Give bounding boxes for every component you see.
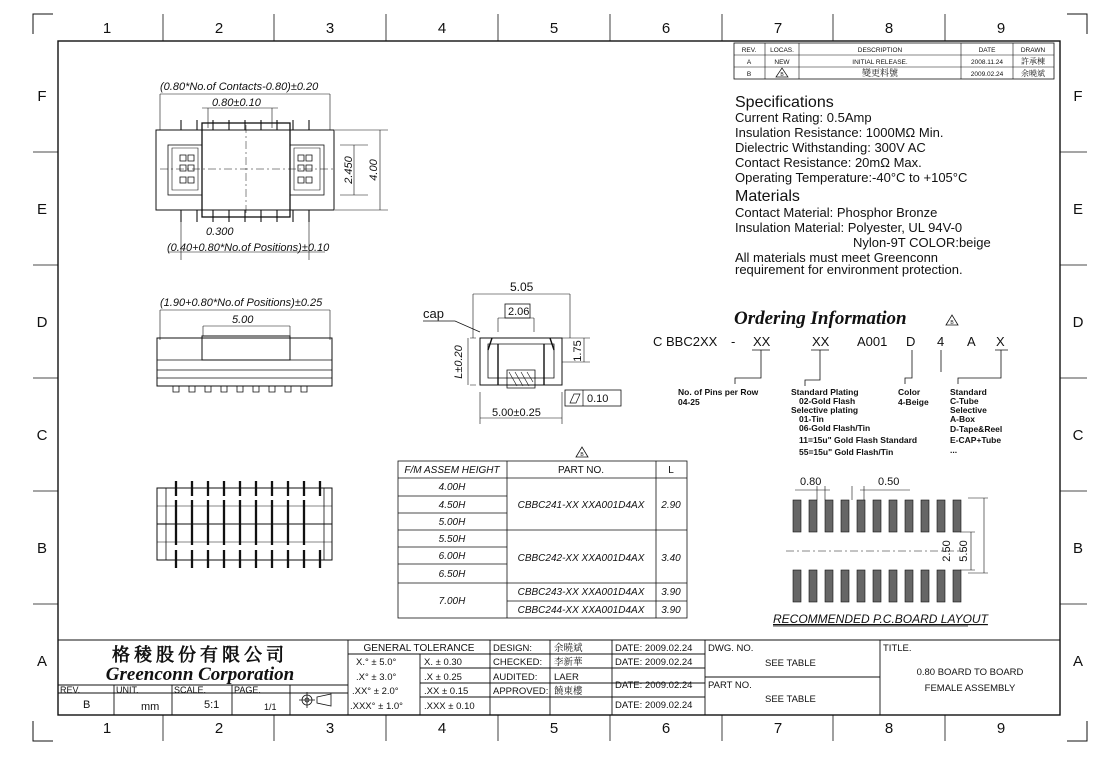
svg-text:DATE: 2009.02.24: DATE: 2009.02.24 <box>615 700 693 711</box>
svg-text:L: L <box>668 465 674 476</box>
svg-text:Contact Resistance: 20mΩ Max: Contact Resistance: 20mΩ Max. <box>735 155 922 170</box>
svg-text:02-Gold Flash: 02-Gold Flash <box>799 396 856 406</box>
svg-text:Insulation Resistance: 1000MΩ: Insulation Resistance: 1000MΩ Min. <box>735 125 944 140</box>
svg-text:LOCAS.: LOCAS. <box>770 47 794 54</box>
svg-text:2.06: 2.06 <box>508 306 530 318</box>
specifications <box>735 94 991 277</box>
svg-text:(0.80*No.of Contacts-0.80)±0.2: (0.80*No.of Contacts-0.80)±0.20 <box>160 81 319 93</box>
ordering-information <box>653 308 1008 457</box>
svg-text:A: A <box>967 334 976 349</box>
svg-text:A001: A001 <box>857 334 888 349</box>
svg-text:C: C <box>1072 427 1084 444</box>
svg-text:A: A <box>1072 653 1084 670</box>
svg-text:6.50H: 6.50H <box>438 569 466 580</box>
svg-text:XX: XX <box>753 334 771 349</box>
svg-text:D: D <box>36 314 48 331</box>
svg-text:李新華: 李新華 <box>554 657 583 668</box>
svg-text:0.80 BOARD TO BOARD: 0.80 BOARD TO BOARD <box>916 667 1024 678</box>
svg-text:2008.11.24: 2008.11.24 <box>970 59 1004 66</box>
svg-text:5.05: 5.05 <box>510 280 534 294</box>
svg-text:.XXX ± 0.10: .XXX ± 0.10 <box>424 701 475 712</box>
svg-text:2.450: 2.450 <box>343 156 355 184</box>
svg-text:許承棟: 許承棟 <box>1021 57 1045 66</box>
svg-text:2: 2 <box>214 720 224 737</box>
svg-text:1: 1 <box>102 20 112 37</box>
svg-text:Operating Temperature:-40°C t: Operating Temperature:-40°C to +105°C <box>735 170 968 185</box>
svg-text:D: D <box>1072 314 1084 331</box>
svg-text:4: 4 <box>437 20 447 37</box>
svg-text:Selective plating: Selective plating <box>791 405 859 415</box>
svg-text:01-Tin: 01-Tin <box>799 414 824 424</box>
svg-text:REV.: REV. <box>741 47 757 54</box>
svg-text:5.50: 5.50 <box>958 540 970 562</box>
svg-text:RECOMMENDED P.C.BOARD LAYOUT: RECOMMENDED P.C.BOARD LAYOUT <box>773 612 988 626</box>
svg-text:(0.40+0.80*No.of Positions)±0.: (0.40+0.80*No.of Positions)±0.10 <box>167 242 330 254</box>
svg-text:requirement for environment pr: requirement for environment protection. <box>735 262 963 277</box>
svg-text:7.00H: 7.00H <box>438 596 466 607</box>
svg-text:PAGE.: PAGE. <box>234 685 261 695</box>
pcb-pads-top <box>793 500 961 532</box>
svg-text:0.80: 0.80 <box>800 476 822 488</box>
svg-text:FEMALE ASSEMBLY: FEMALE ASSEMBLY <box>924 683 1016 694</box>
svg-text:E: E <box>36 201 48 218</box>
svg-text:1: 1 <box>102 720 112 737</box>
svg-text:DATE: DATE <box>978 47 996 54</box>
svg-text:E-CAP+Tube: E-CAP+Tube <box>950 435 1002 445</box>
svg-text:Selective: Selective <box>950 405 987 415</box>
svg-text:Current Rating: 0.5Amp: Current Rating: 0.5Amp <box>735 110 872 125</box>
svg-text:6: 6 <box>661 720 671 737</box>
svg-text:2.50: 2.50 <box>941 540 953 562</box>
svg-text:9: 9 <box>996 720 1006 737</box>
svg-text:L±0.20: L±0.20 <box>453 345 465 379</box>
svg-text:B: B <box>36 540 48 557</box>
svg-text:A: A <box>36 653 48 670</box>
top-view <box>156 81 388 260</box>
svg-text:06-Gold Flash/Tin: 06-Gold Flash/Tin <box>799 423 871 433</box>
svg-text:mm: mm <box>141 701 160 713</box>
svg-text:C: C <box>36 427 48 444</box>
svg-text:7: 7 <box>773 720 783 737</box>
svg-text:0.80±0.10: 0.80±0.10 <box>212 97 261 109</box>
svg-text:C BBC2XX: C BBC2XX <box>653 334 718 349</box>
svg-text:饒東樓: 饒東樓 <box>554 686 583 697</box>
svg-text:SCALE.: SCALE. <box>174 685 207 695</box>
svg-text:B: B <box>746 71 752 78</box>
svg-text:B: B <box>1072 540 1084 557</box>
svg-text:Ordering Information: Ordering Information <box>734 308 907 329</box>
svg-text:55=15u" Gold Flash/Tin: 55=15u" Gold Flash/Tin <box>799 447 894 457</box>
svg-text:CBBC243-XX XXA001D4AX: CBBC243-XX XXA001D4AX <box>517 587 645 598</box>
svg-text:6.00H: 6.00H <box>438 551 466 562</box>
svg-text:5.50H: 5.50H <box>438 534 466 545</box>
svg-text:3: 3 <box>325 720 335 737</box>
svg-text:變更料號: 變更料號 <box>861 68 899 78</box>
svg-text:7: 7 <box>773 20 783 37</box>
svg-text:...: ... <box>950 445 958 455</box>
svg-text:.X ± 0.25: .X ± 0.25 <box>424 672 462 683</box>
svg-text:X.° ± 5.0°: X.° ± 5.0° <box>356 657 397 668</box>
svg-text:REV.: REV. <box>60 685 81 695</box>
svg-text:F/M ASSEM HEIGHT: F/M ASSEM HEIGHT <box>404 465 500 476</box>
svg-text:AUDITED:: AUDITED: <box>493 672 538 683</box>
svg-text:DESIGN:: DESIGN: <box>493 643 533 654</box>
svg-text:5.00: 5.00 <box>232 314 254 326</box>
svg-text:Specifications: Specifications <box>735 94 834 111</box>
svg-text:4.00: 4.00 <box>368 159 380 181</box>
svg-text:SEE TABLE: SEE TABLE <box>765 694 816 705</box>
svg-text:.XX ± 0.15: .XX ± 0.15 <box>424 686 469 697</box>
svg-text:0.300: 0.300 <box>206 226 234 238</box>
svg-text:DATE: 2009.02.24: DATE: 2009.02.24 <box>615 643 693 654</box>
svg-text:LAER: LAER <box>554 672 579 683</box>
svg-text:CBBC242-XX XXA001D4AX: CBBC242-XX XXA001D4AX <box>517 553 645 564</box>
title-block <box>58 640 1060 715</box>
zone-labels-top <box>103 20 1005 37</box>
svg-text:5: 5 <box>549 720 559 737</box>
svg-text:XX: XX <box>812 334 830 349</box>
svg-text:5.00±0.25: 5.00±0.25 <box>492 407 541 419</box>
svg-text:INITIAL RELEASE.: INITIAL RELEASE. <box>852 59 908 66</box>
svg-text:GENERAL TOLERANCE: GENERAL TOLERANCE <box>363 643 475 654</box>
zone-labels-left <box>37 88 48 670</box>
svg-text:F: F <box>1073 88 1083 105</box>
svg-text:格稜股份有限公司: 格稜股份有限公司 <box>112 645 288 665</box>
svg-text:6: 6 <box>661 20 671 37</box>
svg-text:All materials must meet Greenc: All materials must meet Greenconn <box>735 250 939 265</box>
svg-text:2.90: 2.90 <box>661 500 681 511</box>
svg-text:1.75: 1.75 <box>572 340 584 362</box>
svg-text:2009.02.24: 2009.02.24 <box>970 71 1004 78</box>
svg-text:5: 5 <box>549 20 559 37</box>
svg-text:Standard Plating: Standard Plating <box>791 387 859 397</box>
part-table <box>398 447 687 618</box>
section-view <box>423 280 621 424</box>
svg-text:.X° ± 3.0°: .X° ± 3.0° <box>356 672 397 683</box>
svg-text:3: 3 <box>325 20 335 37</box>
svg-text:-: - <box>731 334 736 349</box>
svg-text:2: 2 <box>214 20 224 37</box>
side-view <box>157 297 332 392</box>
svg-text:CHECKED:: CHECKED: <box>493 657 543 668</box>
svg-text:PART NO.: PART NO. <box>557 465 605 476</box>
svg-text:X: X <box>996 334 1005 349</box>
svg-text:APPROVED:: APPROVED: <box>493 686 549 697</box>
svg-text:DESCRIPTION: DESCRIPTION <box>857 47 903 54</box>
svg-text:DRAWN: DRAWN <box>1020 47 1046 54</box>
zone-labels-bottom <box>103 720 1005 737</box>
outer-frame <box>33 14 1087 741</box>
svg-text:Nylon-9T COLOR:beige: Nylon-9T COLOR:beige <box>853 235 991 250</box>
svg-text:4.50H: 4.50H <box>438 500 466 511</box>
svg-text:3.40: 3.40 <box>661 553 681 564</box>
svg-text:9: 9 <box>996 20 1006 37</box>
svg-text:TITLE.: TITLE. <box>883 643 912 654</box>
svg-text:4-Beige: 4-Beige <box>898 397 929 407</box>
svg-text:NEW: NEW <box>774 59 790 66</box>
pcb-pads-bottom <box>793 570 961 602</box>
svg-text:CBBC241-XX XXA001D4AX: CBBC241-XX XXA001D4AX <box>517 500 645 511</box>
svg-text:A: A <box>746 59 752 66</box>
svg-text:.XXX° ± 1.0°: .XXX° ± 1.0° <box>350 701 403 712</box>
svg-text:5.00H: 5.00H <box>438 517 466 528</box>
svg-text:D-Tape&Reel: D-Tape&Reel <box>950 424 1003 434</box>
svg-text:cap: cap <box>423 306 444 321</box>
svg-text:0.50: 0.50 <box>878 476 900 488</box>
svg-text:0.10: 0.10 <box>587 393 609 405</box>
svg-text:X. ± 0.30: X. ± 0.30 <box>424 657 462 668</box>
svg-text:4: 4 <box>437 720 447 737</box>
svg-text:UNIT.: UNIT. <box>116 685 139 695</box>
svg-text:DATE: 2009.02.24: DATE: 2009.02.24 <box>615 680 693 691</box>
zone-labels-right <box>1073 88 1084 670</box>
svg-text:No. of Pins per Row: No. of Pins per Row <box>678 387 759 397</box>
svg-text:B: B <box>780 72 784 78</box>
svg-text:DWG. NO.: DWG. NO. <box>708 643 754 654</box>
svg-text:B: B <box>580 452 584 458</box>
svg-text:B: B <box>83 699 91 711</box>
pcb-layout <box>773 476 990 626</box>
svg-text:11=15u" Gold Flash Standard: 11=15u" Gold Flash Standard <box>799 435 918 445</box>
svg-text:5:1: 5:1 <box>204 699 220 711</box>
front-view <box>157 481 332 568</box>
svg-text:SEE TABLE: SEE TABLE <box>765 658 816 669</box>
svg-text:Materials: Materials <box>735 188 800 205</box>
svg-text:DATE: 2009.02.24: DATE: 2009.02.24 <box>615 657 693 668</box>
svg-text:E: E <box>1072 201 1084 218</box>
svg-text:8: 8 <box>884 720 894 737</box>
svg-text:A-Box: A-Box <box>950 414 976 424</box>
revision-table <box>734 43 1054 79</box>
svg-text:3.90: 3.90 <box>661 587 681 598</box>
svg-text:Greenconn Corporation: Greenconn Corporation <box>105 664 295 685</box>
svg-text:Standard: Standard <box>950 387 987 397</box>
svg-text:Contact Material: Phosphor Bro: Contact Material: Phosphor Bronze <box>735 205 938 220</box>
projection-symbol-icon <box>299 692 331 708</box>
svg-text:4.00H: 4.00H <box>438 482 466 493</box>
svg-text:B: B <box>950 320 954 326</box>
svg-text:C-Tube: C-Tube <box>950 396 979 406</box>
svg-text:8: 8 <box>884 20 894 37</box>
svg-text:3.90: 3.90 <box>661 605 681 616</box>
svg-text:04-25: 04-25 <box>678 397 700 407</box>
svg-text:Insulation Material: Polyester: Insulation Material: Polyester, UL 94V-0 <box>735 220 963 235</box>
svg-text:PART NO.: PART NO. <box>708 680 752 691</box>
svg-text:Dielectric Withstanding: 300V: Dielectric Withstanding: 300V AC <box>735 140 926 155</box>
svg-text:1/1: 1/1 <box>264 702 277 712</box>
svg-text:D: D <box>906 334 916 349</box>
svg-text:余曉斌: 余曉斌 <box>1021 69 1045 78</box>
svg-text:.XX° ± 2.0°: .XX° ± 2.0° <box>352 686 399 697</box>
svg-text:Color: Color <box>898 387 921 397</box>
svg-text:4: 4 <box>937 334 945 349</box>
svg-text:CBBC244-XX XXA001D4AX: CBBC244-XX XXA001D4AX <box>517 605 645 616</box>
svg-text:(1.90+0.80*No.of Positions)±0.: (1.90+0.80*No.of Positions)±0.25 <box>160 297 323 309</box>
svg-text:余曉斌: 余曉斌 <box>554 643 583 654</box>
svg-text:F: F <box>37 88 47 105</box>
